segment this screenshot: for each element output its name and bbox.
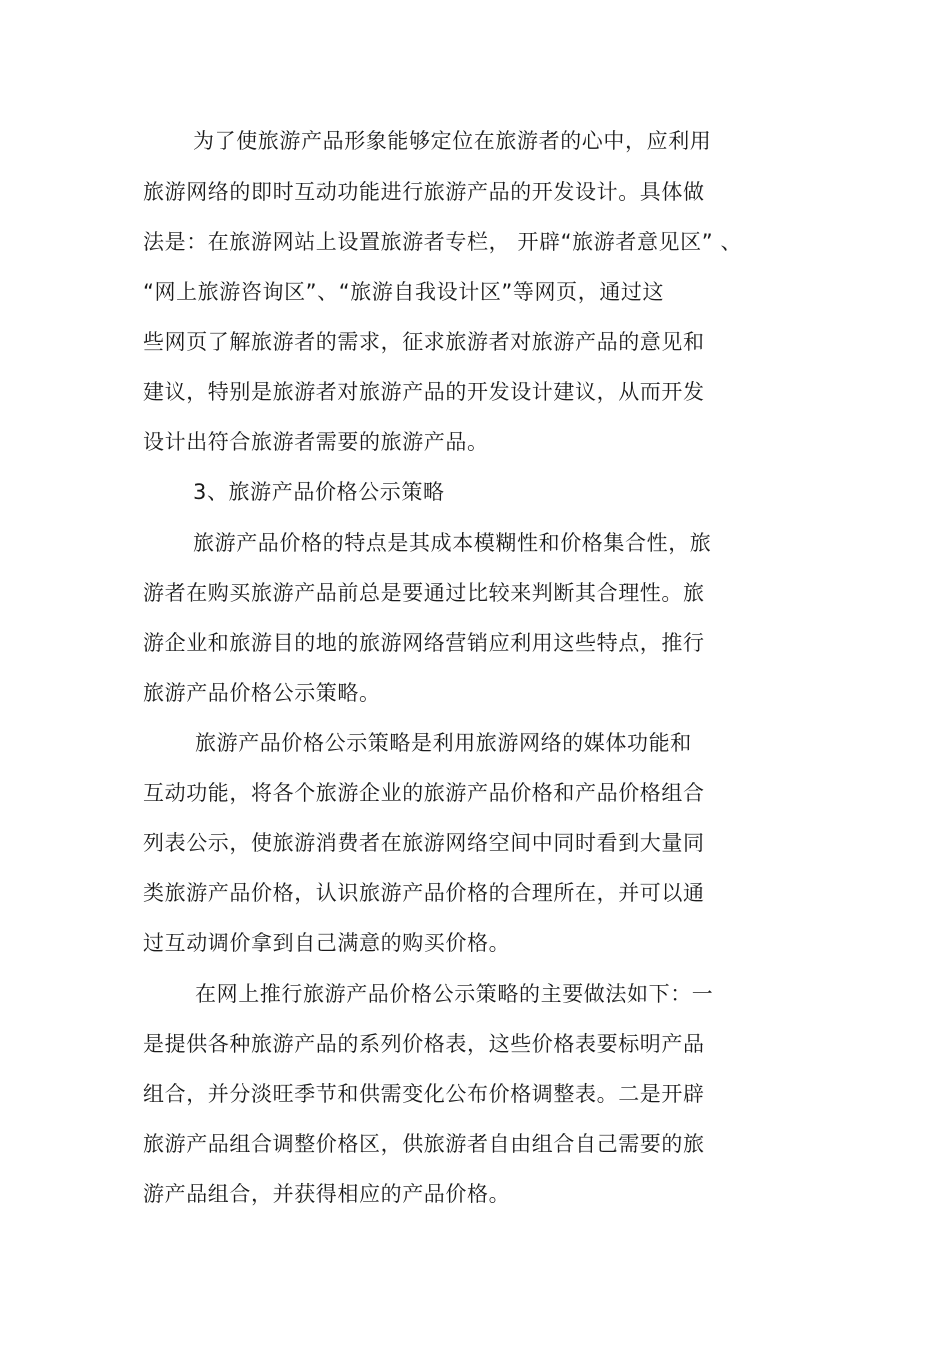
paragraph-1-line-7: 设计出符合旅游者需要的旅游产品。 xyxy=(143,430,489,454)
paragraph-4-line-2: 是提供各种旅游产品的系列价格表，这些价格表要标明产品 xyxy=(143,1032,705,1056)
paragraph-1-line-5: 些网页了解旅游者的需求，征求旅游者对旅游产品的意见和 xyxy=(143,330,705,354)
paragraph-3-line-4: 类旅游产品价格，认识旅游产品价格的合理所在，并可以通 xyxy=(143,881,705,905)
paragraph-4-line-3: 组合，并分淡旺季节和供需变化公布价格调整表。二是开辟 xyxy=(143,1082,705,1106)
paragraph-2-line-4: 旅游产品价格公示策略。 xyxy=(143,681,381,705)
paragraph-4-line-4: 旅游产品组合调整价格区，供旅游者自由组合自己需要的旅 xyxy=(143,1132,705,1156)
paragraph-3-line-1: 旅游产品价格公示策略是利用旅游网络的媒体功能和 xyxy=(195,731,692,755)
paragraph-1-line-6: 建议，特别是旅游者对旅游产品的开发设计建议，从而开发 xyxy=(143,380,705,404)
paragraph-1-line-2: 旅游网络的即时互动功能进行旅游产品的开发设计。具体做 xyxy=(143,180,705,204)
paragraph-1-line-3: 法是：在旅游网站上设置旅游者专栏， 开辟“旅游者意见区” 、 xyxy=(143,230,743,254)
paragraph-3-line-3: 列表公示，使旅游消费者在旅游网络空间中同时看到大量同 xyxy=(143,831,705,855)
paragraph-4-line-5: 游产品组合，并获得相应的产品价格。 xyxy=(143,1182,511,1206)
paragraph-4-line-1: 在网上推行旅游产品价格公示策略的主要做法如下：一 xyxy=(195,982,714,1006)
paragraph-2-line-3: 游企业和旅游目的地的旅游网络营销应利用这些特点，推行 xyxy=(143,631,705,655)
paragraph-2-line-1: 旅游产品价格的特点是其成本模糊性和价格集合性，旅 xyxy=(193,531,712,555)
paragraph-1-line-4: “网上旅游咨询区”、“旅游自我设计区”等网页，通过这 xyxy=(143,280,665,304)
paragraph-2-line-2: 游者在购买旅游产品前总是要通过比较来判断其合理性。旅 xyxy=(143,581,705,605)
paragraph-3-line-5: 过互动调价拿到自己满意的购买价格。 xyxy=(143,931,511,955)
paragraph-3-line-2: 互动功能，将各个旅游企业的旅游产品价格和产品价格组合 xyxy=(143,781,705,805)
paragraph-1-line-1: 为了使旅游产品形象能够定位在旅游者的心中，应利用 xyxy=(193,129,712,153)
section-heading: 3、旅游产品价格公示策略 xyxy=(193,480,445,504)
